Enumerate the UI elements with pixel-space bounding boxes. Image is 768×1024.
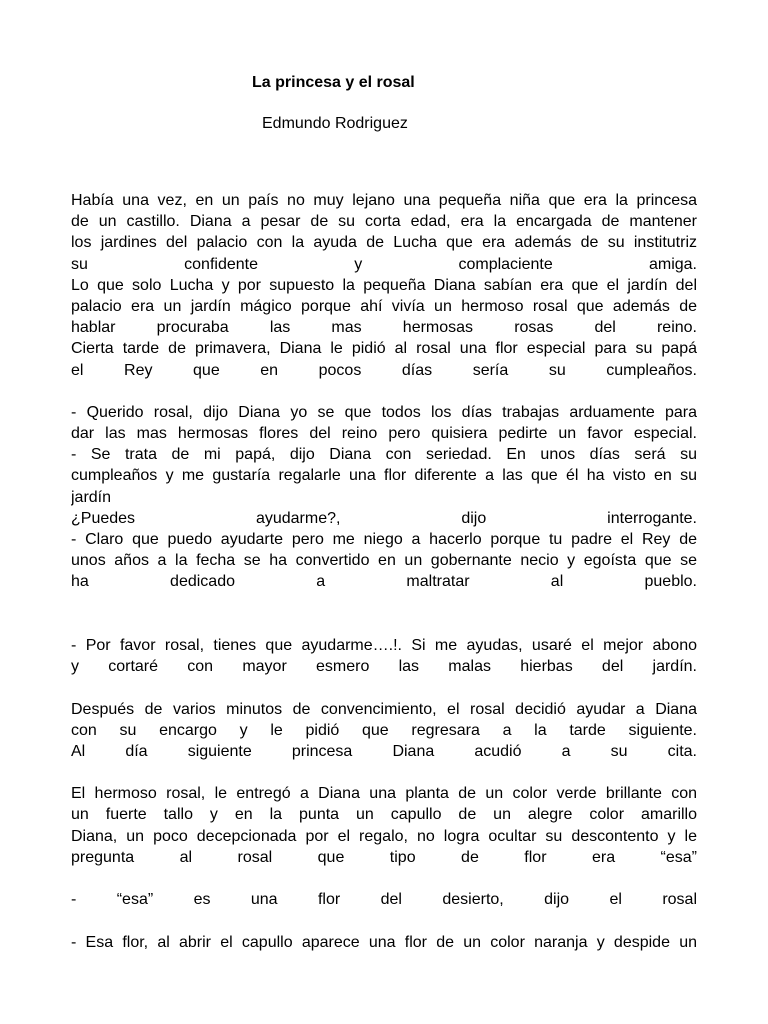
text-line: el Rey que en pocos días sería su cumpleaños. xyxy=(71,361,697,379)
blank-line xyxy=(71,868,697,889)
text-line: ¿Puedes ayudarme?, dijo interrogante. xyxy=(71,509,697,527)
text-line: - Claro que puedo ayudarte pero me niego a hacerlo porque tu padre el Rey de xyxy=(71,531,697,548)
text-line: hablar procuraba las mas hermosas rosas del reino. xyxy=(71,319,697,337)
document-body xyxy=(71,190,697,953)
text-line: Lo que solo Lucha y por supuesto la pequeña Diana sabían era que el jardín del xyxy=(71,276,697,294)
text-line: de un castillo. Diana a pesar de su corta edad, era la encargada de mantener xyxy=(71,213,697,231)
document-author: Edmundo Rodriguez xyxy=(262,115,408,132)
text-line: Después de varios minutos de convencimiento, el rosal decidió ayudar a Diana xyxy=(71,700,697,718)
text-line: Al día siguiente princesa Diana acudió a su cita. xyxy=(71,742,697,760)
text-line: Había una vez, en un país no muy lejano una pequeña niña que era la princesa xyxy=(71,192,697,209)
blank-line xyxy=(71,762,697,783)
text-line: unos años a la fecha se ha convertido en un gobernante necio y egoísta que se xyxy=(71,552,697,570)
text-line: - Se trata de mi papá, dijo Diana con seriedad. En unos días será su xyxy=(71,446,697,464)
document-title: La princesa y el rosal xyxy=(252,74,415,91)
text-line: - “esa” es una flor del desierto, dijo el rosal xyxy=(71,891,697,909)
text-line: - Esa flor, al abrir el capullo aparece una flor de un color naranja y despide un xyxy=(71,933,697,951)
blank-line xyxy=(71,381,697,402)
text-line: cumpleaños y me gustaría regalarle una flor diferente a las que él ha visto en su xyxy=(71,467,697,485)
text-line: - Por favor rosal, tienes que ayudarme….!. Si me ayudas, usaré el mejor abono xyxy=(71,636,697,654)
text-line: pregunta al rosal que tipo de flor era “esa” xyxy=(71,848,697,866)
text-line: Cierta tarde de primavera, Diana le pidió al rosal una flor especial para su papá xyxy=(71,340,697,358)
text-line: ha dedicado a maltratar al pueblo. xyxy=(71,573,697,591)
text-line: los jardines del palacio con la ayuda de Lucha que era además de su institutriz xyxy=(71,234,697,252)
text-line: - Querido rosal, dijo Diana yo se que todos los días trabajas arduamente para xyxy=(71,403,697,421)
blank-line xyxy=(71,910,697,931)
text-line: con su encargo y le pidió que regresara a la tarde siguiente. xyxy=(71,721,697,739)
blank-line xyxy=(71,614,697,635)
text-line: un fuerte tallo y en la punta un capullo de un alegre color amarillo xyxy=(71,806,697,824)
blank-line xyxy=(71,677,697,698)
text-line: jardín xyxy=(71,488,112,506)
text-line: su confidente y complaciente amiga. xyxy=(71,255,697,273)
text-line: dar las mas hermosas flores del reino pero quisiera pedirte un favor especial. xyxy=(71,425,697,443)
text-line: El hermoso rosal, le entregó a Diana una planta de un color verde brillante con xyxy=(71,785,697,803)
blank-line xyxy=(71,593,697,614)
text-line: palacio era un jardín mágico porque ahí vivía un hermoso rosal que además de xyxy=(71,297,697,315)
text-line: Diana, un poco decepcionada por el regalo, no logra ocultar su descontento y le xyxy=(71,827,697,845)
text-line: y cortaré con mayor esmero las malas hierbas del jardín. xyxy=(71,658,697,676)
